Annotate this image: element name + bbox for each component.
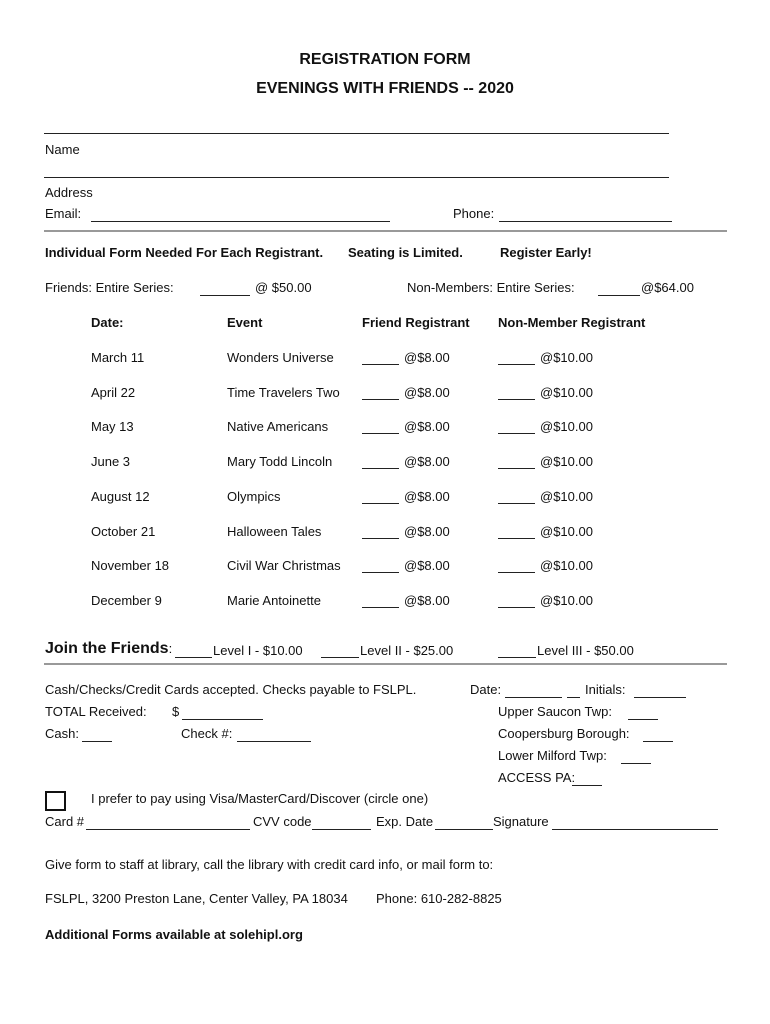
friend-qty-line[interactable]: [362, 572, 399, 573]
notice-seating: Seating is Limited.: [348, 245, 463, 260]
row-nonmember-price: @$10.00: [540, 419, 593, 434]
date-label: Date:: [470, 682, 502, 697]
divider: [44, 663, 727, 665]
row-nonmember-price: @$10.00: [540, 454, 593, 469]
row-friend-price: @$8.00: [404, 489, 450, 504]
nonmember-qty-line[interactable]: [498, 468, 535, 469]
initials-label: Initials:: [585, 682, 626, 697]
row-friend-price: @$8.00: [404, 454, 450, 469]
cash-label: Cash:: [45, 726, 79, 741]
notice-early: Register Early!: [500, 245, 592, 260]
lower-milford-label: Lower Milford Twp:: [498, 748, 607, 763]
row-friend-price: @$8.00: [404, 524, 450, 539]
total-prefix: $: [172, 704, 180, 719]
mailing-address: FSLPL, 3200 Preston Lane, Center Valley, PA 18034: [45, 891, 348, 906]
lower-milford-field-line[interactable]: [621, 763, 651, 764]
coopersburg-label: Coopersburg Borough:: [498, 726, 630, 741]
email-field-line[interactable]: [91, 221, 390, 222]
row-date: April 22: [91, 385, 136, 400]
nonmember-series-qty[interactable]: [598, 295, 640, 296]
nonmember-qty-line[interactable]: [498, 503, 535, 504]
level1-qty-line[interactable]: [175, 657, 212, 658]
row-nonmember-price: @$10.00: [540, 593, 593, 608]
friend-qty-line[interactable]: [362, 607, 399, 608]
header-nonmember-registrant: Non-Member Registrant: [498, 315, 646, 330]
level2-label: Level II - $25.00: [360, 643, 454, 658]
give-form-text: Give form to staff at library, call the library with credit card info, or mail form to:: [45, 857, 494, 872]
name-label: Name: [45, 142, 80, 157]
friends-series-qty[interactable]: [200, 295, 250, 296]
upper-saucon-label: Upper Saucon Twp:: [498, 704, 612, 719]
row-date: March 11: [91, 350, 145, 365]
friends-series-price: @ $50.00: [255, 280, 312, 295]
friend-qty-line[interactable]: [362, 399, 399, 400]
phone-label: Phone:: [453, 206, 495, 221]
row-friend-price: @$8.00: [404, 558, 450, 573]
row-nonmember-price: @$10.00: [540, 350, 593, 365]
additional-forms: Additional Forms available at solehipl.org: [45, 927, 303, 942]
access-pa-field-line[interactable]: [572, 785, 602, 786]
friend-qty-line[interactable]: [362, 503, 399, 504]
row-nonmember-price: @$10.00: [540, 385, 593, 400]
level2-qty-line[interactable]: [321, 657, 359, 658]
card-preference-checkbox[interactable]: [45, 791, 66, 811]
address-field-line[interactable]: [44, 177, 669, 178]
notice-individual: Individual Form Needed For Each Registrant.: [45, 245, 324, 260]
level1-label: Level I - $10.00: [213, 643, 303, 658]
library-phone: Phone: 610-282-8825: [376, 891, 502, 906]
friend-qty-line[interactable]: [362, 538, 399, 539]
divider: [44, 230, 727, 232]
nonmember-qty-line[interactable]: [498, 364, 535, 365]
row-date: May 13: [91, 419, 134, 434]
nonmember-qty-line[interactable]: [498, 607, 535, 608]
name-field-line[interactable]: [44, 133, 669, 134]
row-nonmember-price: @$10.00: [540, 489, 593, 504]
row-date: November 18: [91, 558, 170, 573]
row-friend-price: @$8.00: [404, 385, 450, 400]
exp-date-field-line[interactable]: [435, 829, 493, 830]
join-friends: [45, 640, 172, 658]
nonmember-qty-line[interactable]: [498, 399, 535, 400]
check-label: Check #:: [181, 726, 233, 741]
cvv-label: CVV code: [253, 814, 312, 829]
email-label: Email:: [45, 206, 82, 221]
row-event: Wonders Universe: [227, 350, 334, 365]
level3-label: Level III - $50.00: [537, 643, 634, 658]
card-preference-label: I prefer to pay using Visa/MasterCard/Discover (circle one): [91, 791, 429, 806]
friend-qty-line[interactable]: [362, 468, 399, 469]
row-friend-price: @$8.00: [404, 350, 450, 365]
form-subtitle: EVENINGS WITH FRIENDS -- 2020: [256, 80, 514, 97]
date-field-line-2[interactable]: [567, 697, 580, 698]
total-field-line[interactable]: [182, 719, 263, 720]
payment-accepted: Cash/Checks/Credit Cards accepted. Checks payable to FSLPL.: [45, 682, 417, 697]
cash-field-line[interactable]: [82, 741, 112, 742]
card-number-field-line[interactable]: [86, 829, 250, 830]
row-date: August 12: [91, 489, 150, 504]
check-field-line[interactable]: [237, 741, 311, 742]
upper-saucon-field-line[interactable]: [628, 719, 658, 720]
row-date: December 9: [91, 593, 162, 608]
row-date: October 21: [91, 524, 156, 539]
initials-field-line[interactable]: [634, 697, 686, 698]
row-event: Olympics: [227, 489, 281, 504]
row-event: Time Travelers Two: [227, 385, 340, 400]
join-colon: :: [168, 641, 173, 656]
header-friend-registrant: Friend Registrant: [362, 315, 470, 330]
phone-field-line[interactable]: [499, 221, 672, 222]
row-nonmember-price: @$10.00: [540, 558, 593, 573]
form-title: REGISTRATION FORM: [299, 51, 471, 68]
exp-date-label: Exp. Date: [376, 814, 434, 829]
signature-label: Signature: [493, 814, 549, 829]
card-number-label: Card #: [45, 814, 85, 829]
nonmember-series-label: Non-Members: Entire Series:: [407, 280, 575, 295]
nonmember-qty-line[interactable]: [498, 433, 535, 434]
total-label: TOTAL Received:: [45, 704, 147, 719]
cvv-field-line[interactable]: [312, 829, 371, 830]
row-event: Halloween Tales: [227, 524, 322, 539]
row-friend-price: @$8.00: [404, 593, 450, 608]
friend-qty-line[interactable]: [362, 433, 399, 434]
access-pa-label: ACCESS PA:: [498, 770, 576, 785]
level3-qty-line[interactable]: [498, 657, 536, 658]
friends-series-label: Friends: Entire Series:: [45, 280, 174, 295]
row-event: Native Americans: [227, 419, 329, 434]
row-friend-price: @$8.00: [404, 419, 450, 434]
row-event: Mary Todd Lincoln: [227, 454, 333, 469]
row-event: Marie Antoinette: [227, 593, 321, 608]
coopersburg-field-line[interactable]: [643, 741, 673, 742]
nonmember-qty-line[interactable]: [498, 538, 535, 539]
friend-qty-line[interactable]: [362, 364, 399, 365]
header-date: Date:: [91, 315, 124, 330]
signature-field-line[interactable]: [552, 829, 718, 830]
date-field-line[interactable]: [505, 697, 562, 698]
join-label: Join the Friends: [45, 640, 169, 657]
row-date: June 3: [91, 454, 131, 469]
header-event: Event: [227, 315, 263, 330]
row-nonmember-price: @$10.00: [540, 524, 593, 539]
nonmember-series-price: @$64.00: [641, 280, 694, 295]
nonmember-qty-line[interactable]: [498, 572, 535, 573]
address-label: Address: [45, 185, 93, 200]
row-event: Civil War Christmas: [227, 558, 341, 573]
